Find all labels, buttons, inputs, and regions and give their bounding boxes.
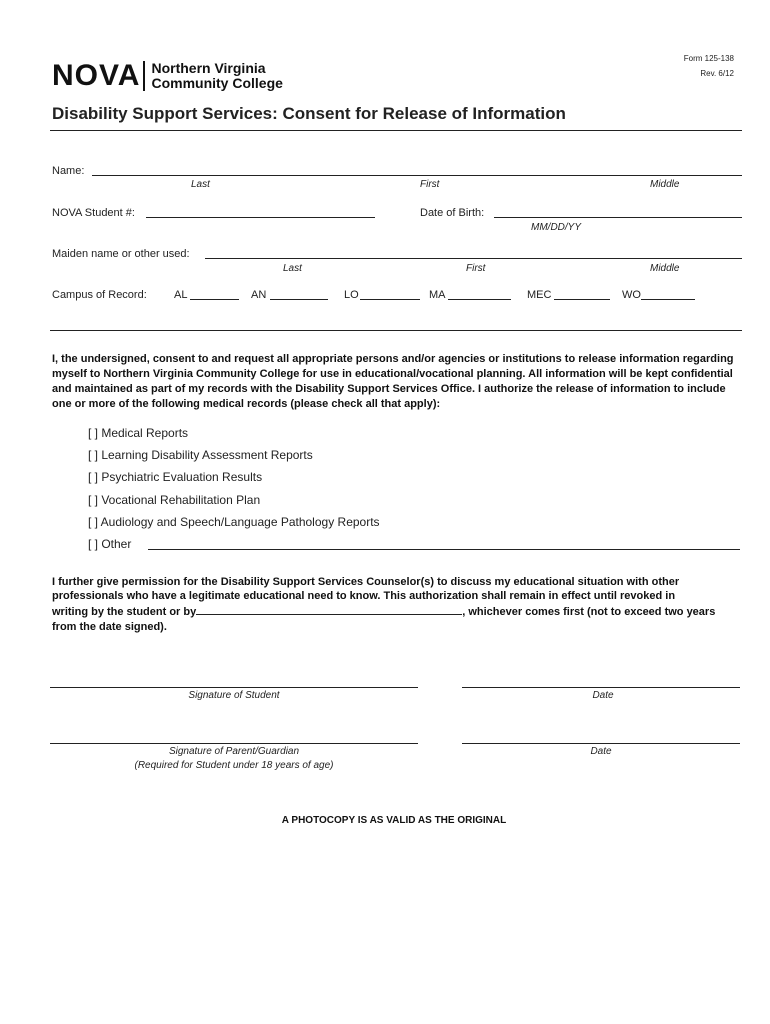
- dob-format-caption: MM/DD/YY: [531, 222, 581, 233]
- college-logo: [52, 61, 283, 91]
- student-number-label: NOVA Student #:: [52, 207, 135, 219]
- campus-an-field[interactable]: [270, 299, 328, 300]
- campus-ma-label: MA: [429, 289, 446, 301]
- logo-line-1: Northern Virginia: [151, 60, 266, 76]
- student-signature-caption: Signature of Student: [188, 690, 280, 701]
- parent-signature-caption: Signature of Parent/Guardian: [168, 746, 300, 757]
- maiden-name-field[interactable]: [205, 258, 742, 259]
- maiden-last-caption: Last: [283, 263, 302, 274]
- campus-mec-label: MEC: [527, 289, 552, 301]
- student-number-field[interactable]: [146, 217, 375, 218]
- campus-ma-field[interactable]: [448, 299, 511, 300]
- form-number: Form 125-138: [683, 54, 734, 63]
- campus-al-field[interactable]: [190, 299, 239, 300]
- maiden-middle-caption: Middle: [650, 263, 680, 274]
- permission-line-3-end: , whichever comes first (not to exceed two years: [462, 606, 716, 618]
- dob-label: Date of Birth:: [420, 207, 485, 219]
- dob-field[interactable]: [494, 217, 742, 218]
- student-signature-field[interactable]: [50, 687, 418, 688]
- maiden-name-label: Maiden name or other used:: [52, 248, 190, 260]
- name-label: Name:: [52, 165, 85, 177]
- campus-an-label: AN: [251, 289, 267, 301]
- campus-al-label: AL: [174, 289, 188, 301]
- name-middle-caption: Middle: [650, 179, 680, 190]
- name-last-caption: Last: [191, 179, 210, 190]
- permission-line-4: from the date signed).: [52, 621, 167, 633]
- maiden-first-caption: First: [466, 263, 486, 274]
- student-date-field[interactable]: [462, 687, 740, 688]
- parent-signature-field[interactable]: [50, 743, 418, 744]
- photocopy-notice: A PHOTOCOPY IS AS VALID AS THE ORIGINAL: [281, 815, 507, 826]
- title-rule: [50, 130, 742, 131]
- record-psychiatric-evaluation[interactable]: [ ] Psychiatric Evaluation Results: [88, 470, 263, 484]
- parent-date-field[interactable]: [462, 743, 740, 744]
- logo-divider: [143, 61, 145, 91]
- campus-lo-field[interactable]: [360, 299, 420, 300]
- name-field[interactable]: [92, 175, 742, 176]
- parent-date-caption: Date: [590, 746, 612, 757]
- record-learning-disability[interactable]: [ ] Learning Disability Assessment Reports: [88, 448, 313, 462]
- campus-mec-field[interactable]: [554, 299, 610, 300]
- permission-line-1: I further give permission for the Disability Support Services Counselor(s) to discuss my educational situation with other: [52, 576, 680, 588]
- permission-line-3-start: writing by the student or by: [52, 606, 197, 618]
- campus-lo-label: LO: [344, 289, 359, 301]
- record-other[interactable]: [ ] Other: [88, 537, 132, 551]
- record-other-field[interactable]: [148, 549, 740, 550]
- campus-wo-label: WO: [622, 289, 641, 301]
- parent-signature-note: (Required for Student under 18 years of age): [134, 760, 334, 771]
- record-audiology-speech[interactable]: [ ] Audiology and Speech/Language Pathology Reports: [88, 515, 380, 529]
- name-first-caption: First: [420, 179, 440, 190]
- revision-date: Rev. 6/12: [700, 69, 734, 78]
- student-date-caption: Date: [592, 690, 614, 701]
- section-rule: [50, 330, 742, 331]
- logo-college-name: [151, 61, 282, 91]
- logo-line-2: Community College: [151, 75, 283, 91]
- revoker-field[interactable]: [196, 613, 462, 615]
- record-medical-reports[interactable]: [ ] Medical Reports: [88, 426, 189, 440]
- page-title: Disability Support Services: Consent for Release of Information: [52, 104, 566, 123]
- logo-nova-text: NOVA: [52, 59, 141, 92]
- record-vocational-rehabilitation[interactable]: [ ] Vocational Rehabilitation Plan: [88, 493, 261, 507]
- permission-line-3: [52, 605, 752, 620]
- consent-paragraph: I, the undersigned, consent to and request all appropriate persons and/or agencies or institutions to release information regarding myself to Northern Virginia Community College for use in educational/vocational planning. All information will be kept confidential and maintained as part of my records with the Disability Support Services Office. I authorize the release of information to include one or more of the following medical records (please check all that apply):: [52, 353, 734, 410]
- permission-line-2: professionals who have a legitimate educational need to know. This authorization shall remain in effect until revoked in: [52, 590, 676, 602]
- campus-label: Campus of Record:: [52, 289, 147, 301]
- campus-wo-field[interactable]: [641, 299, 695, 300]
